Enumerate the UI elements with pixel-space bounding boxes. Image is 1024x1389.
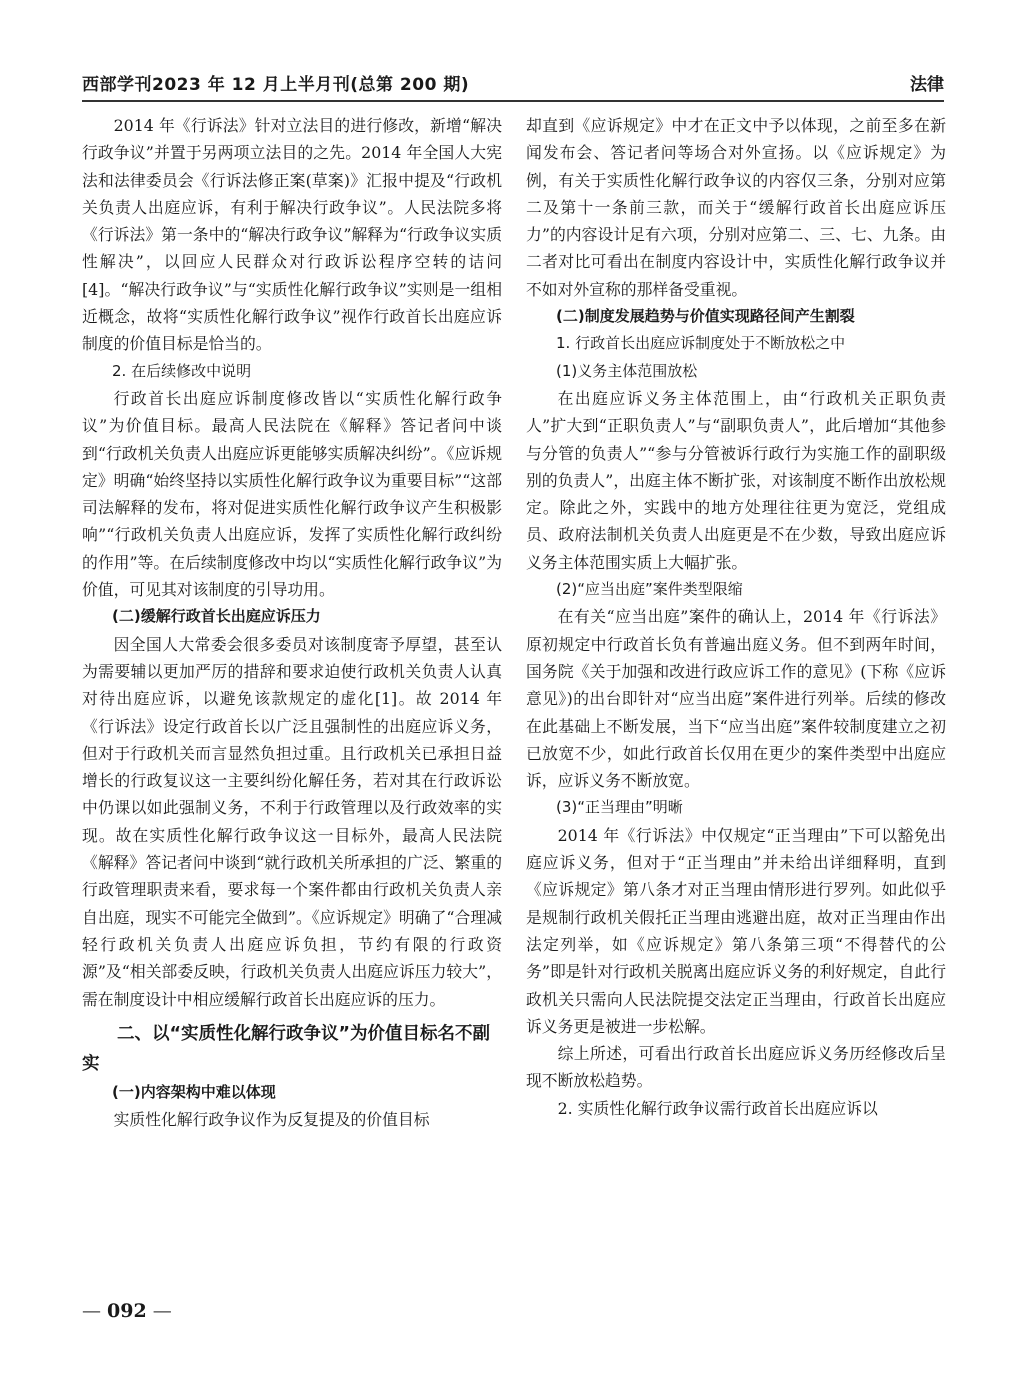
paragraph: 综上所述，可看出行政首长出庭应诉义务历经修改后呈现不断放松趋势。 <box>526 1044 946 1091</box>
paragraph: 因全国人大常委会很多委员对该制度寄予厚望，甚至认为需要辅以更加严厉的措辞和要求迫使行政机关负责人认真对待出庭应诉，以避免该款规定的虚化[1]。故 2014 年《行诉法》设定行政首长以广泛且强制性的出庭应诉义务，但对于行政机关而言显然负担过重。且行政机关已承担日益增长的行政复议这一主要纠纷化解任务，若对其在行政诉讼中仍课以如此强制义务，不利于行政管理以及行政效率的实现。故在实质性化解行政争议这一目标外，最高人民法院《解释》答记者问中谈到“就行政机关所承担的广泛、繁重的行政管理职责来看，要求每一个案件都由行政机关负责人亲自出庭，现实不可能完全做到”。《应诉规定》明确了“合理减轻行政机关负责人出庭应诉负担，节约有限的行政资源”及“相关部委反映，行政机关负责人出庭应诉压力较大”，需在制度设计中相应缓解行政首长出庭应诉的压力。 <box>82 634 502 1009</box>
journal-title: 西部学刊2023 年 12 月上半月刊(总第 200 期) <box>82 75 470 95</box>
section-heading: (3)“正当理由”明晰 <box>556 798 683 817</box>
page-number: 092 <box>107 1300 147 1322</box>
paragraph: 2014 年《行诉法》针对立法目的进行修改，新增“解决行政争议”并置于另两项立法目的之先。2014 年全国人大宪法和法律委员会《行诉法修正案(草案)》汇报中提及“行政机关负责人出庭应诉，有利于解决行政争议”。人民法院多将《行诉法》第一条中的“解决行政争议”解释为“行政争议实质性解决”，以回应人民群众对行政诉讼程序空转的诘问[4]。“解决行政争议”与“实质性化解行政争议”实则是一组相近概念，故将“实质性化解行政争议”视作行政首长出庭应诉制度的价值目标是恰当的。 <box>82 116 502 354</box>
section-heading: (二)制度发展趋势与价值实现路径间产生割裂 <box>556 307 855 326</box>
running-header <box>82 66 944 102</box>
paragraph: 行政首长出庭应诉制度修改皆以“实质性化解行政争议”为价值目标。最高人民法院在《解释》答记者问中谈到“行政机关负责人出庭应诉更能够实质解决纠纷”。《应诉规定》明确“始终坚持以实质性化解行政争议为重要目标”“这部司法解释的发布，将对促进实质性化解行政争议产生积极影响”“行政机关负责人出庭应诉，发挥了实质性化解行政纠纷的作用”等。在后续制度修改中均以“实质性化解行政争议”为价值，可见其对该制度的引导功用。 <box>82 388 502 600</box>
right-column <box>526 112 946 1122</box>
paragraph: 2. 实质性化解行政争议需行政首长出庭应诉以 <box>557 1098 878 1118</box>
page-footer: — 092 — <box>82 1300 172 1322</box>
paragraph: 在有关“应当出庭”案件的确认上，2014 年《行诉法》原初规定中行政首长负有普遍出庭义务。但不到两年时间，国务院《关于加强和改进行政应诉工作的意见》(下称《应诉意见》)的出台即针对“应当出庭”案件进行列举。后续的修改在此基础上不断发展，当下“应当出庭”案件较制度建立之初已放宽不少，如此行政首长仅用在更少的案件类型中出庭应诉，应诉义务不断放宽。 <box>526 607 946 791</box>
section-heading: (1)义务主体范围放松 <box>556 361 698 380</box>
section-heading: 1. 行政首长出庭应诉制度处于不断放松之中 <box>556 334 846 353</box>
section-heading: (一)内容架构中难以体现 <box>112 1082 276 1101</box>
section-heading: 二、以“实质性化解行政争议”为价值目标名不副实 <box>82 1023 491 1074</box>
paragraph: 却直到《应诉规定》中才在正文中予以体现，之前至多在新闻发布会、答记者问等场合对外宣扬。以《应诉规定》为例，有关于实质性化解行政争议的内容仅三条，分别对应第二及第十一条前三款，而关于“缓解行政首长出庭应诉压力”的内容设计足有六项，分别对应第二、三、七、九条。由二者对比可看出在制度内容设计中，实质性化解行政争议并不如对外宣称的那样备受重视。 <box>526 116 946 299</box>
section-heading: 2. 在后续修改中说明 <box>112 361 252 380</box>
paragraph: 2014 年《行诉法》中仅规定“正当理由”下可以豁免出庭应诉义务，但对于“正当理由”并未给出详细释明，直到《应诉规定》第八条才对正当理由情形进行罗列。如此似乎是规制行政机关假托正当理由逃避出庭，故对正当理由作出法定列举，如《应诉规定》第八条第三项“不得替代的公务”即是针对行政机关脱离出庭应诉义务的利好规定，自此行政机关只需向人民法院提交法定正当理由，行政首长出庭应诉义务更是被进一步松解。 <box>526 825 946 1036</box>
left-column <box>82 112 502 1133</box>
paragraph: 实质性化解行政争议作为反复提及的价值目标 <box>113 1110 430 1130</box>
section-heading: (二)缓解行政首长出庭应诉压力 <box>112 607 321 626</box>
section-heading: (2)“应当出庭”案件类型限缩 <box>556 580 743 599</box>
section-label: 法律 <box>910 75 944 95</box>
paragraph: 在出庭应诉义务主体范围上，由“行政机关正职负责人”扩大到“正职负责人”与“副职负责人”，此后增加“其他参与分管的负责人”“参与分管被诉行政行为实施工作的副职级别的负责人”，出庭主体不断扩张，对该制度不断作出放松规定。除此之外，实践中的地方处理往往更为宽泛，党组成员、政府法制机关负责人出庭更是不在少数，导致出庭应诉义务主体范围实质上大幅扩张。 <box>526 388 946 572</box>
